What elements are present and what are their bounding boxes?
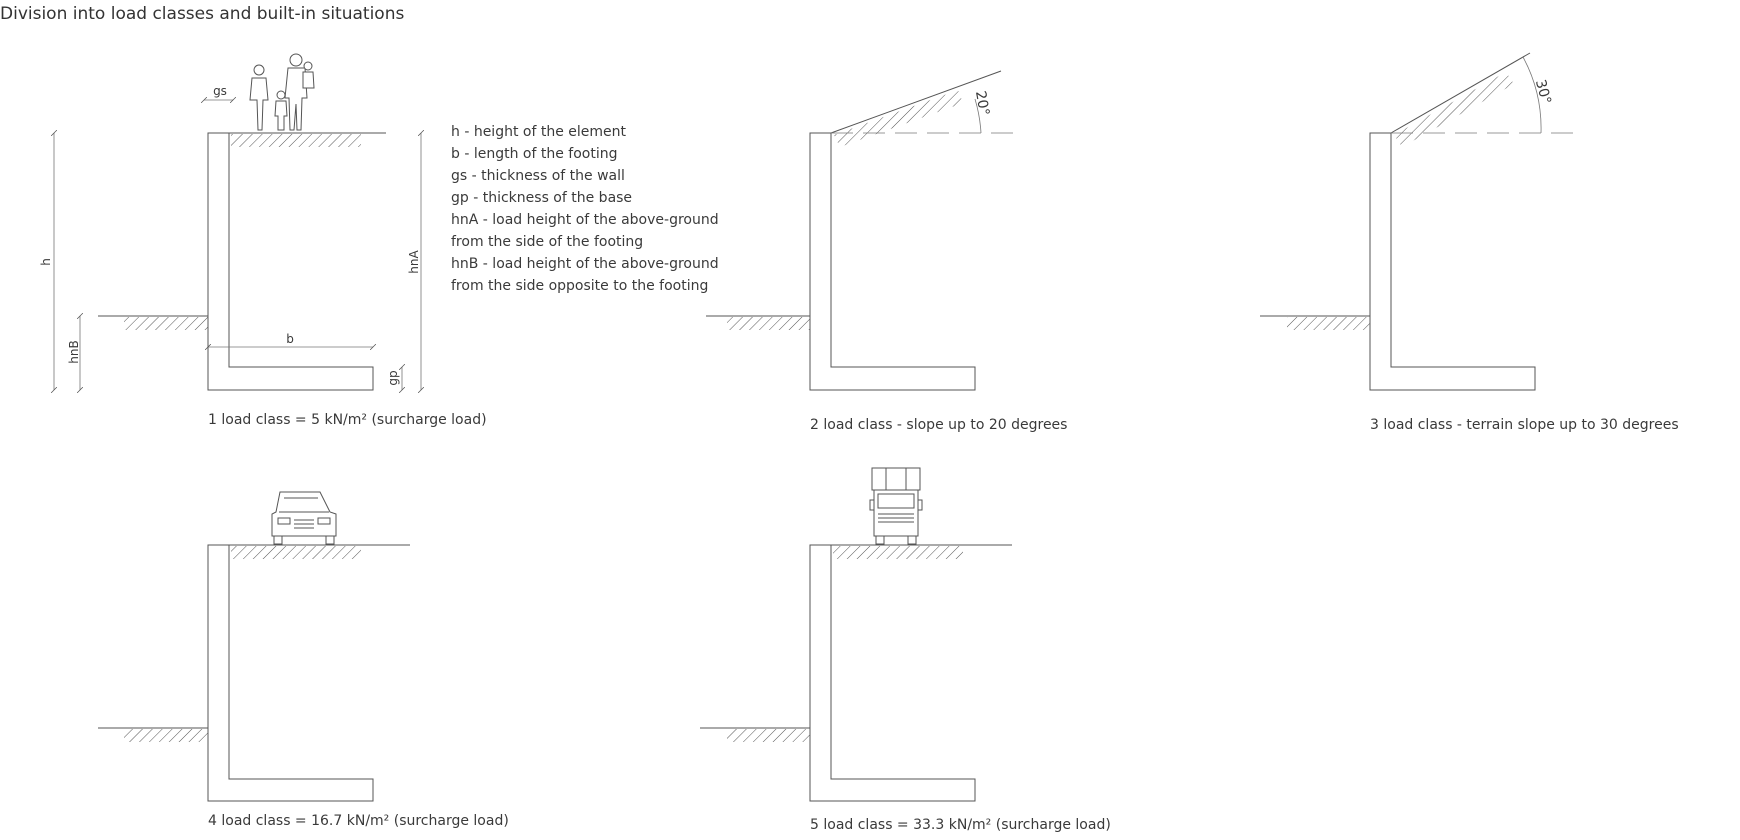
legend-line-6: from the side of the footing bbox=[451, 234, 644, 250]
car-icon bbox=[272, 492, 336, 544]
class5-diagram bbox=[700, 468, 1012, 801]
caption-class5: 5 load class = 33.3 kN/m² (surcharge load) bbox=[810, 817, 1111, 833]
dim-h-label: h bbox=[39, 258, 53, 266]
truck-icon bbox=[870, 468, 922, 544]
class5-front-soil-hatch bbox=[727, 729, 810, 742]
class3-diagram bbox=[1260, 53, 1580, 390]
page-title: Division into load classes and built-in situations bbox=[0, 4, 405, 24]
class2-angle-label: 20° bbox=[971, 89, 992, 117]
class4-diagram bbox=[98, 492, 410, 801]
class3-slope-line bbox=[1391, 53, 1530, 133]
class2-slope-hatch bbox=[834, 90, 963, 147]
caption-class4: 4 load class = 16.7 kN/m² (surcharge load) bbox=[208, 813, 509, 829]
dim-hna-label: hnA bbox=[407, 250, 421, 274]
legend-line-8: from the side opposite to the footing bbox=[451, 278, 709, 294]
legend-line-5: hnA - load height of the above-ground bbox=[451, 212, 719, 228]
class3-slope-hatch bbox=[1394, 72, 1514, 147]
class4-top-soil-hatch bbox=[231, 546, 361, 559]
legend bbox=[451, 124, 719, 294]
class2-diagram bbox=[706, 71, 1020, 390]
class3-angle-label: 30° bbox=[1531, 77, 1554, 107]
class1-top-soil-hatch bbox=[231, 134, 361, 147]
legend-line-1: h - height of the element bbox=[451, 124, 626, 140]
class2-wall bbox=[810, 133, 975, 390]
legend-line-4: gp - thickness of the base bbox=[451, 190, 633, 206]
class3-front-soil-hatch bbox=[1287, 317, 1370, 330]
dim-gp-label: gp bbox=[386, 370, 400, 386]
pedestrians-icon bbox=[250, 54, 314, 130]
dim-b-label: b bbox=[286, 332, 294, 346]
class1-front-soil-hatch bbox=[124, 317, 208, 330]
class1-diagram bbox=[39, 54, 421, 390]
class1-wall bbox=[208, 133, 373, 390]
legend-line-7: hnB - load height of the above-ground bbox=[451, 256, 719, 272]
class3-wall bbox=[1370, 133, 1535, 390]
class5-wall bbox=[810, 545, 975, 801]
class4-front-soil-hatch bbox=[124, 729, 208, 742]
dim-gs-label: gs bbox=[213, 84, 227, 98]
dim-hnb-label: hnB bbox=[67, 340, 81, 364]
legend-line-2: b - length of the footing bbox=[451, 146, 618, 162]
caption-class1: 1 load class = 5 kN/m² (surcharge load) bbox=[208, 412, 487, 428]
class2-front-soil-hatch bbox=[727, 317, 810, 330]
class5-top-soil-hatch bbox=[833, 546, 963, 559]
class4-wall bbox=[208, 545, 373, 801]
caption-class2: 2 load class - slope up to 20 degrees bbox=[810, 417, 1068, 433]
caption-class3: 3 load class - terrain slope up to 30 degrees bbox=[1370, 417, 1679, 433]
legend-line-3: gs - thickness of the wall bbox=[451, 168, 625, 184]
